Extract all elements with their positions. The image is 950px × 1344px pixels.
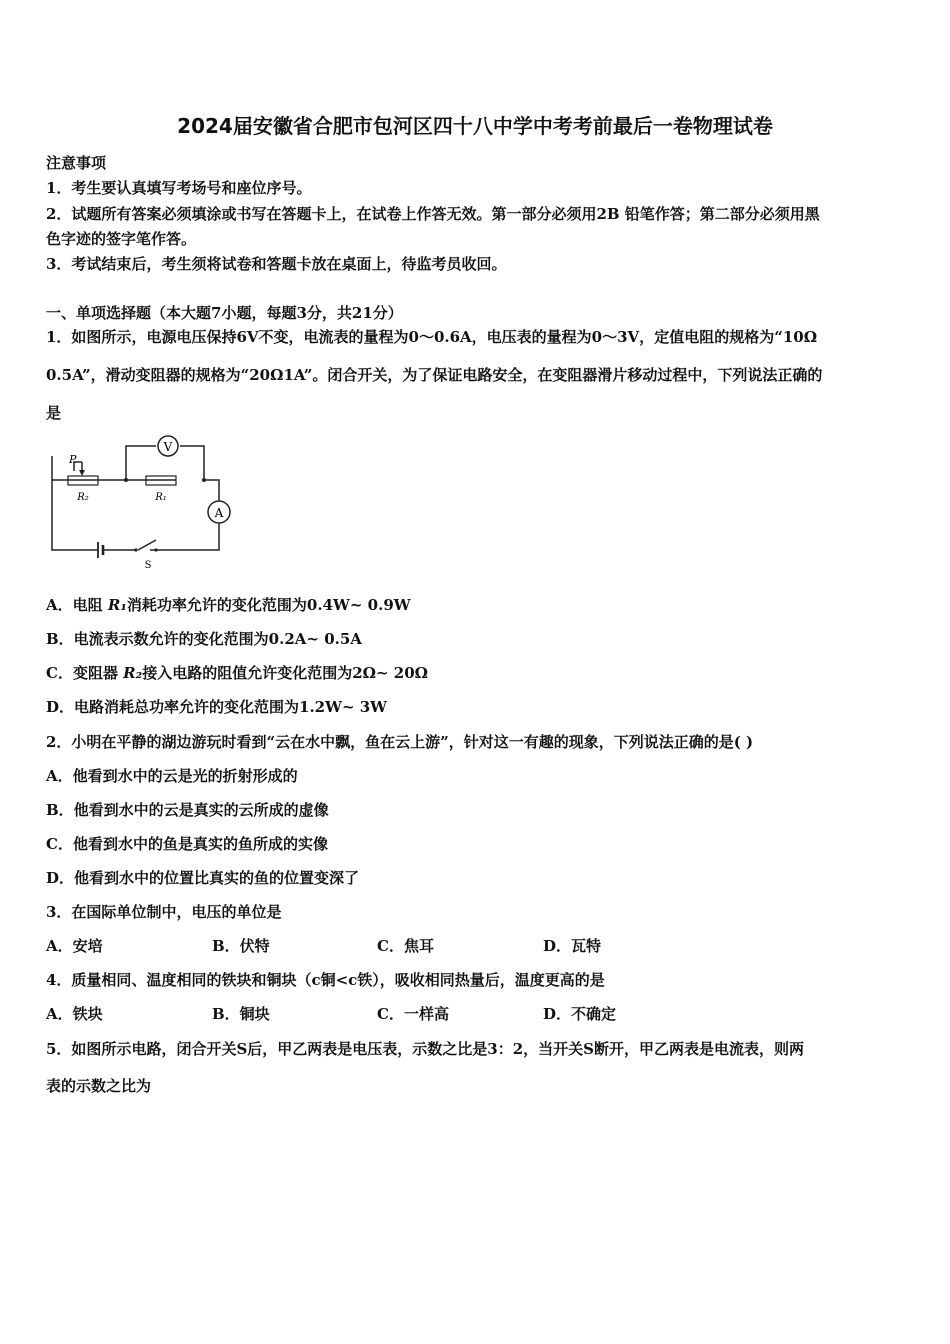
q1-option-c-variable: R₂ xyxy=(123,664,143,682)
q1-option-d: D．电路消耗总功率允许的变化范围为1.2W~ 3W xyxy=(46,698,388,716)
q1-option-a-prefix: A．电阻 xyxy=(46,596,108,614)
q1-circuit-diagram xyxy=(46,430,236,570)
q1-option-a-variable: R₁ xyxy=(107,596,127,614)
q2-stem: 2．小明在平静的湖边游玩时看到“云在水中飘，鱼在云上游”，针对这一有趣的现象，下列说法正确的是( ) xyxy=(46,733,754,751)
notice-item-3: 3．考试结束后，考生须将试卷和答题卡放在桌面上，待监考员收回。 xyxy=(46,255,507,273)
section-heading: 一、单项选择题（本大题7小题，每题3分，共21分） xyxy=(46,304,403,322)
q1-option-b: B．电流表示数允许的变化范围为0.2A~ 0.5A xyxy=(46,630,362,648)
q4-option-b: B．铜块 xyxy=(212,1005,270,1023)
q3-option-a: A．安培 xyxy=(46,937,103,955)
ammeter-label: A xyxy=(214,506,224,520)
q1-option-c-prefix: C．变阻器 xyxy=(46,664,124,682)
q2-option-c: C．他看到水中的鱼是真实的鱼所成的实像 xyxy=(46,835,328,853)
q4-option-d: D．不确定 xyxy=(543,1005,617,1023)
q4-option-a: A．铁块 xyxy=(46,1005,103,1023)
notice-item-2: 2．试题所有答案必须填涂或书写在答题卡上，在试卷上作答无效。第一部分必须用2B 铅笔作答；第二部分必须用黑 xyxy=(46,205,820,223)
q2-option-a: A．他看到水中的云是光的折射形成的 xyxy=(46,767,298,785)
exam-title: 2024届安徽省合肥市包河区四十八中学中考考前最后一卷物理试卷 xyxy=(177,114,773,138)
switch-label: S xyxy=(144,560,152,570)
q4-stem: 4．质量相同、温度相同的铁块和铜块（c铜<c铁），吸收相同热量后，温度更高的是 xyxy=(46,971,605,989)
r1-label: R₁ xyxy=(155,492,167,503)
q1-stem-line3: 是 xyxy=(46,404,62,422)
r2-label: R₂ xyxy=(77,492,89,503)
q1-stem-line1: 1．如图所示，电源电压保持6V不变，电流表的量程为0～0.6A，电压表的量程为0～3V，定值电阻的规格为“10Ω xyxy=(46,328,818,346)
notice-heading: 注意事项 xyxy=(46,154,107,172)
q1-option-c-text: 接入电路的阻值允许变化范围为2Ω~ 20Ω xyxy=(142,664,429,682)
q2-option-d: D．他看到水中的位置比真实的鱼的位置变深了 xyxy=(46,869,360,887)
voltmeter-label: V xyxy=(163,440,173,454)
notice-item-2-cont: 色字迹的签字笔作答。 xyxy=(46,230,197,248)
q1-option-a xyxy=(46,594,411,615)
notice-item-1: 1．考生要认真填写考场号和座位序号。 xyxy=(46,179,312,197)
q3-option-b: B．伏特 xyxy=(212,937,270,955)
slider-label: P xyxy=(69,453,77,466)
q1-option-a-text: 消耗功率允许的变化范围为0.4W~ 0.9W xyxy=(126,596,411,614)
q3-option-d: D．瓦特 xyxy=(543,937,602,955)
q1-option-c xyxy=(46,662,428,683)
q2-option-b: B．他看到水中的云是真实的云所成的虚像 xyxy=(46,801,329,819)
q5-stem-line1: 5．如图所示电路，闭合开关S后，甲乙两表是电压表，示数之比是3：2，当开关S断开，甲乙两表是电流表，则两 xyxy=(46,1040,804,1058)
q1-stem-line2: 0.5A”，滑动变阻器的规格为“20Ω1A”。闭合开关，为了保证电路安全，在变阻器滑片移动过程中，下列说法正确的 xyxy=(46,366,823,384)
q4-option-c: C．一样高 xyxy=(377,1005,449,1023)
q5-stem-line2: 表的示数之比为 xyxy=(46,1077,152,1095)
q3-stem: 3．在国际单位制中，电压的单位是 xyxy=(46,903,282,921)
q3-option-c: C．焦耳 xyxy=(377,937,434,955)
